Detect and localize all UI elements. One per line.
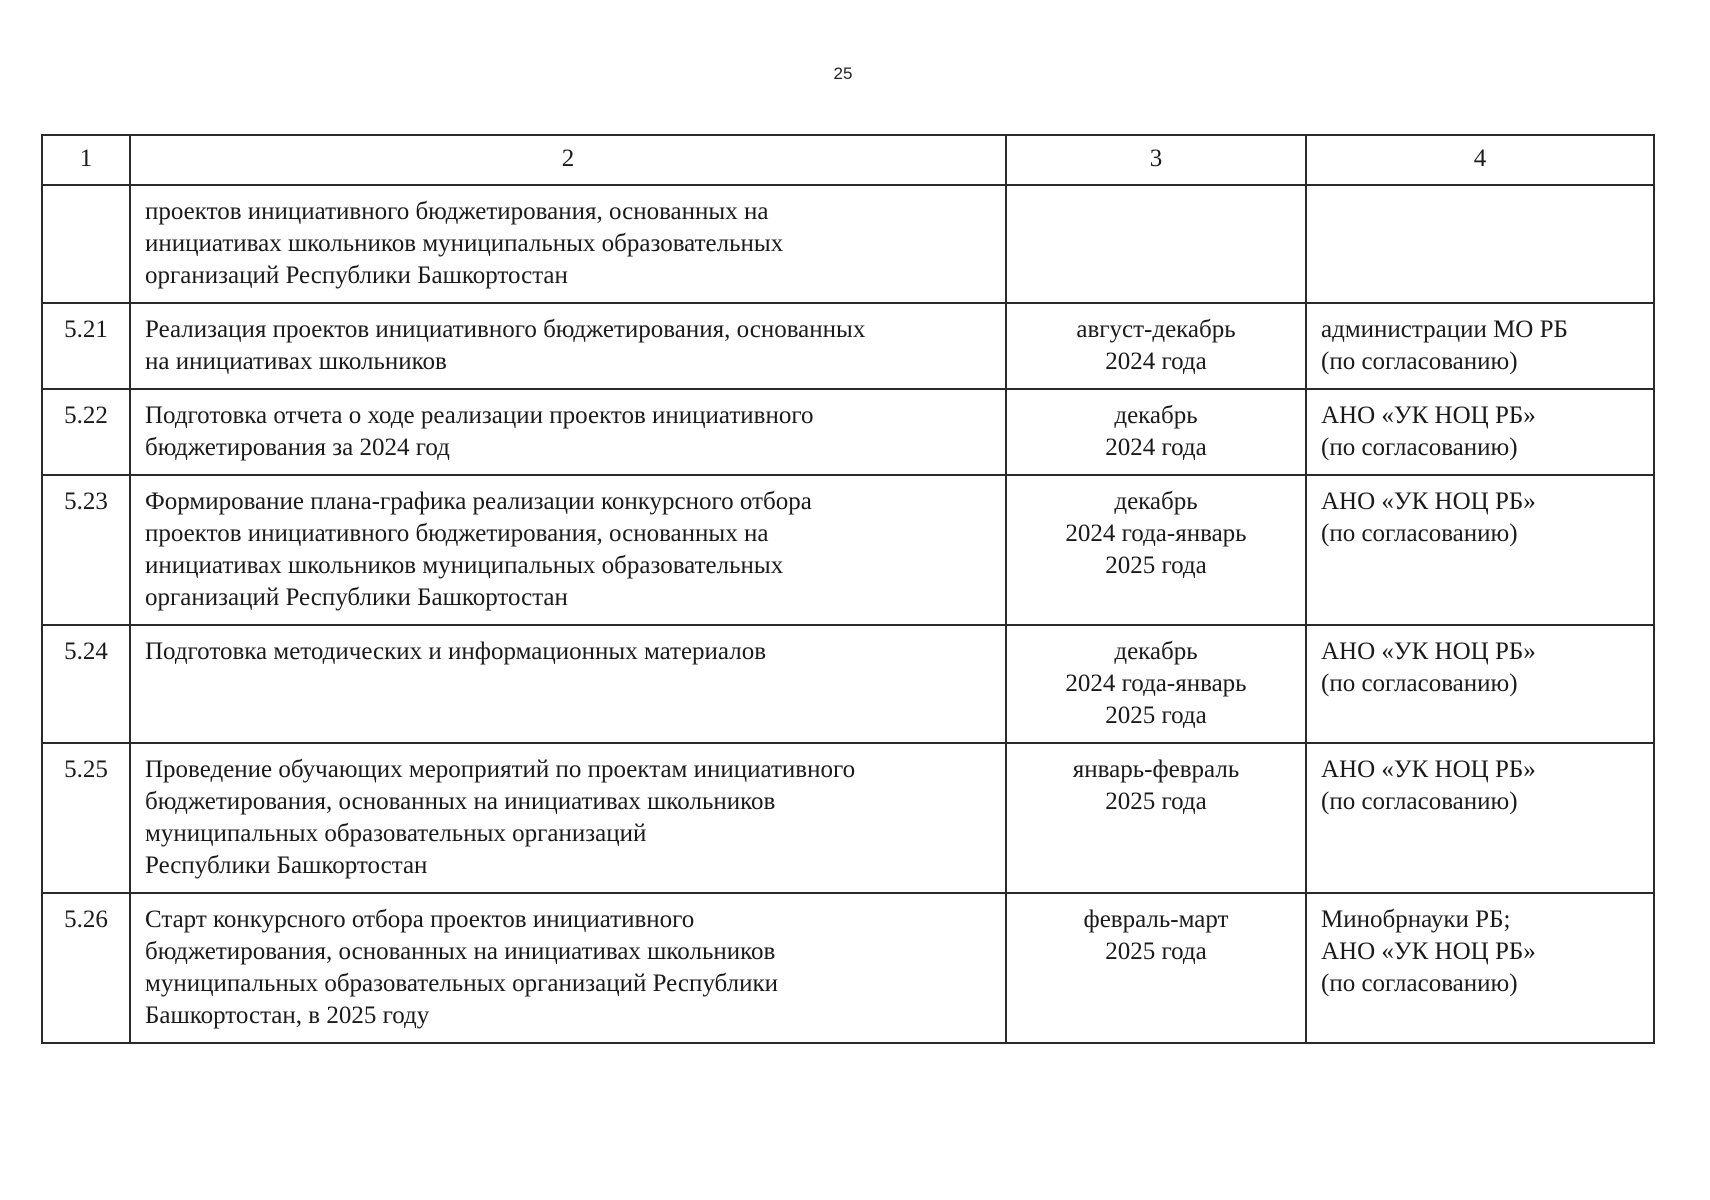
action-cell-line: Старт конкурсного отбора проектов инициативного [145, 906, 695, 933]
row-number: 5.24 [42, 625, 130, 743]
term-cell-line: 2024 года [1105, 348, 1207, 375]
header-col-1: 1 [42, 135, 130, 185]
row-number: 5.26 [42, 893, 130, 1043]
action-cell-line: Формирование плана-графика реализации конкурсного отбора [145, 488, 812, 515]
responsible-cell [1306, 303, 1654, 389]
responsible-cell-line: АНО «УК НОЦ РБ» [1321, 938, 1536, 965]
term-cell [1006, 303, 1306, 389]
term-cell-line: 2025 года [1105, 788, 1207, 815]
action-cell [130, 475, 1006, 625]
header-col-4: 4 [1306, 135, 1654, 185]
action-cell-line: инициативах школьников муниципальных образовательных [145, 552, 784, 579]
responsible-cell [1306, 389, 1654, 475]
term-cell-line: декабрь [1114, 402, 1198, 429]
action-cell-line: организаций Республики Башкортостан [145, 262, 568, 289]
responsible-cell-line: (по согласованию) [1321, 348, 1518, 375]
action-cell-line: Республики Башкортостан [145, 852, 428, 879]
header-col-3: 3 [1006, 135, 1306, 185]
responsible-cell [1306, 743, 1654, 893]
responsible-cell-line: (по согласованию) [1321, 434, 1518, 461]
table-row [42, 303, 1654, 389]
action-cell-line: Реализация проектов инициативного бюджетирования, основанных [145, 316, 866, 343]
table-row [42, 743, 1654, 893]
action-cell-line: бюджетирования за 2024 год [145, 434, 450, 461]
responsible-cell-line: (по согласованию) [1321, 970, 1518, 997]
page-number: 25 [833, 64, 853, 83]
term-cell [1006, 743, 1306, 893]
action-cell-line: муниципальных образовательных организаций Республики [145, 970, 779, 997]
responsible-cell-line: администрации МО РБ [1321, 316, 1568, 343]
term-cell-line: 2024 года [1105, 434, 1207, 461]
responsible-cell-line: (по согласованию) [1321, 788, 1518, 815]
responsible-cell-line: Минобрнауки РБ; [1321, 906, 1511, 933]
responsible-cell-line: (по согласованию) [1321, 520, 1518, 547]
row-number: 5.23 [42, 475, 130, 625]
responsible-cell [1306, 893, 1654, 1043]
action-cell [130, 303, 1006, 389]
action-cell-line: проектов инициативного бюджетирования, основанных на [145, 520, 769, 547]
action-cell-line: на инициативах школьников [145, 348, 447, 375]
table-row [42, 893, 1654, 1043]
table-header [42, 135, 1654, 185]
table-row [42, 389, 1654, 475]
term-cell [1006, 625, 1306, 743]
action-cell-line: проектов инициативного бюджетирования, основанных на [145, 198, 769, 225]
term-cell-line: февраль-март [1083, 906, 1229, 933]
table-row [42, 185, 1654, 303]
term-cell-line: 2024 года-январь [1065, 670, 1247, 697]
term-cell [1006, 475, 1306, 625]
header-row [42, 135, 1654, 185]
term-cell-line: 2024 года-январь [1065, 520, 1247, 547]
responsible-cell-line: АНО «УК НОЦ РБ» [1321, 488, 1536, 515]
term-cell-line: декабрь [1114, 488, 1198, 515]
responsible-cell [1306, 185, 1654, 303]
table-row [42, 475, 1654, 625]
responsible-cell-line: (по согласованию) [1321, 670, 1518, 697]
term-cell [1006, 389, 1306, 475]
action-cell-line: бюджетирования, основанных на инициативах школьников [145, 938, 776, 965]
term-cell-line: 2025 года [1105, 552, 1207, 579]
responsible-cell [1306, 625, 1654, 743]
term-cell [1006, 185, 1306, 303]
action-cell-line: Башкортостан, в 2025 году [145, 1002, 430, 1029]
header-col-2: 2 [130, 135, 1006, 185]
action-cell-line: инициативах школьников муниципальных образовательных [145, 230, 784, 257]
action-cell [130, 893, 1006, 1043]
row-number [42, 185, 130, 303]
term-cell-line: январь-февраль [1072, 756, 1240, 783]
action-cell [130, 743, 1006, 893]
action-cell-line: организаций Республики Башкортостан [145, 584, 568, 611]
term-cell [1006, 893, 1306, 1043]
table-row [42, 625, 1654, 743]
term-cell-line: 2025 года [1105, 702, 1207, 729]
responsible-cell-line: АНО «УК НОЦ РБ» [1321, 756, 1536, 783]
plan-table-container [41, 134, 1653, 1044]
row-number: 5.21 [42, 303, 130, 389]
row-number: 5.25 [42, 743, 130, 893]
plan-table [41, 134, 1655, 1044]
action-cell-line: муниципальных образовательных организаций [145, 820, 647, 847]
action-cell [130, 185, 1006, 303]
term-cell-line: декабрь [1114, 638, 1198, 665]
action-cell-line: Подготовка отчета о ходе реализации проектов инициативного [145, 402, 814, 429]
term-cell-line: 2025 года [1105, 938, 1207, 965]
responsible-cell-line: АНО «УК НОЦ РБ» [1321, 638, 1536, 665]
responsible-cell-line: АНО «УК НОЦ РБ» [1321, 402, 1536, 429]
table-body [42, 185, 1654, 1043]
action-cell [130, 389, 1006, 475]
row-number: 5.22 [42, 389, 130, 475]
action-cell-line: Проведение обучающих мероприятий по проектам инициативного [145, 756, 856, 783]
action-cell [130, 625, 1006, 743]
action-cell-line: бюджетирования, основанных на инициативах школьников [145, 788, 776, 815]
term-cell-line: август-декабрь [1076, 316, 1236, 343]
action-cell-line: Подготовка методических и информационных материалов [145, 638, 767, 665]
responsible-cell [1306, 475, 1654, 625]
